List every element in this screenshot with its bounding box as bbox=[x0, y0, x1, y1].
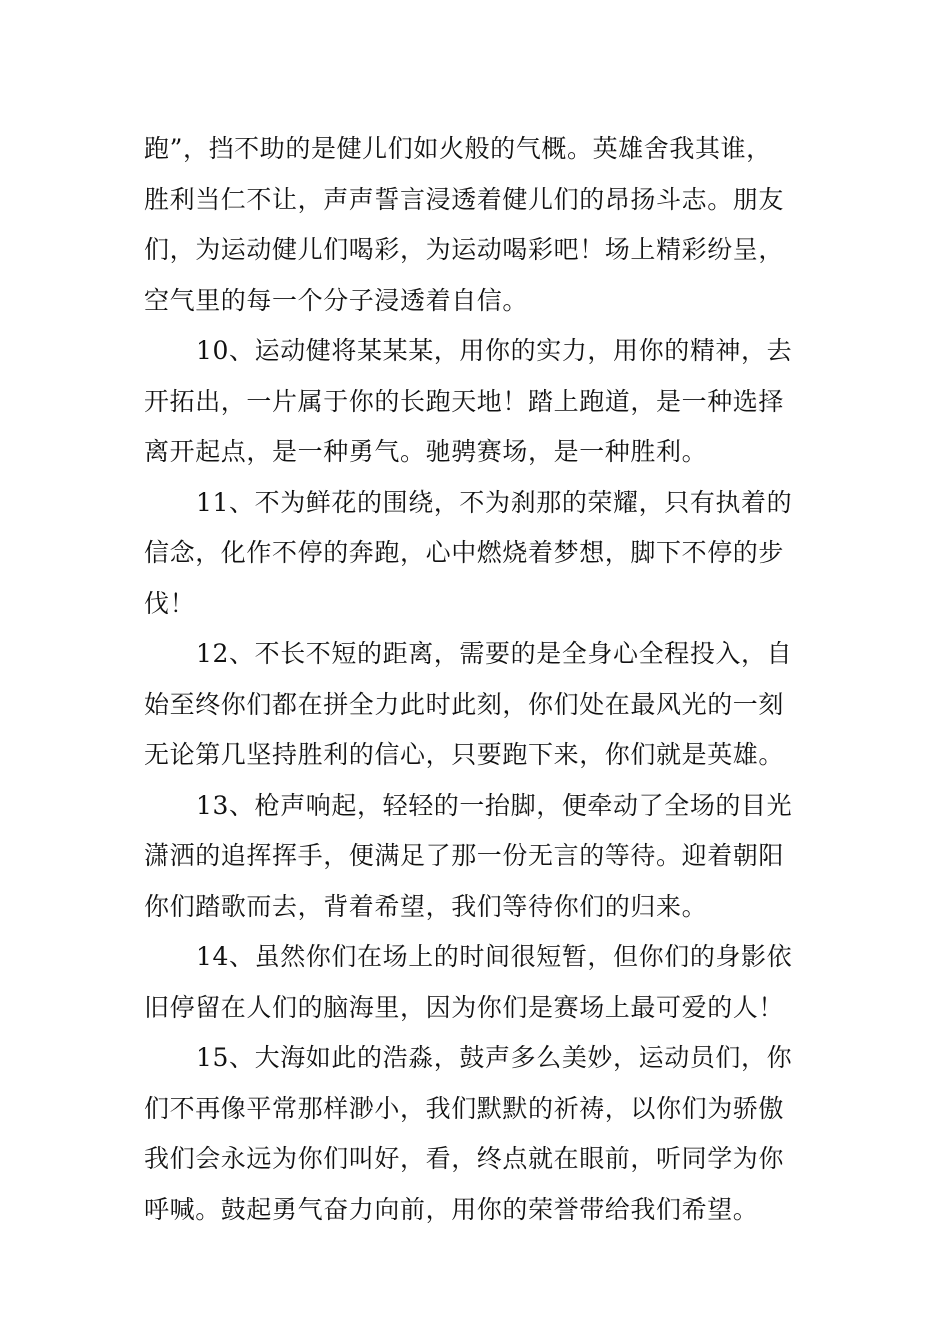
text-line: 始至终你们都在拼全力此时此刻，你们处在最风光的一刻 bbox=[144, 689, 785, 719]
text-line: 我们会永远为你们叫好，看，终点就在眼前，听同学为你 bbox=[144, 1144, 785, 1173]
paragraph-10-start: 10、运动健将某某某，用你的实力，用你的精神，去 bbox=[196, 336, 793, 365]
paragraph-14-start: 14、虽然你们在场上的时间很短暂，但你们的身影依 bbox=[196, 942, 793, 971]
text-line: 们，为运动健儿们喝彩，为运动喝彩吧！场上精彩纷呈， bbox=[144, 235, 785, 264]
text-line: 跑”，挡不助的是健儿们如火般的气概。英雄舍我其谁， bbox=[144, 134, 772, 163]
text-line: 你们踏歌而去，背着希望，我们等待你们的归来。 bbox=[144, 891, 708, 921]
text-line: 伐！ bbox=[144, 588, 196, 618]
text-line: 离开起点，是一种勇气。驰骋赛场，是一种胜利。 bbox=[144, 437, 708, 466]
paragraph-15-start: 15、大海如此的浩淼，鼓声多么美妙，运动员们，你 bbox=[196, 1043, 793, 1072]
text-line: 潇洒的追挥挥手，便满足了那一份无言的等待。迎着朝阳 bbox=[144, 841, 785, 870]
document-body bbox=[144, 124, 814, 1235]
text-line: 旧停留在人们的脑海里，因为你们是赛场上最可爱的人！ bbox=[144, 992, 785, 1022]
text-line: 信念，化作不停的奔跑，心中燃烧着梦想，脚下不停的步 bbox=[144, 538, 785, 567]
paragraph-12-start: 12、不长不短的距离，需要的是全身心全程投入，自 bbox=[196, 639, 793, 668]
text-line: 开拓出，一片属于你的长跑天地！踏上跑道，是一种选择 bbox=[144, 386, 785, 416]
text-line: 无论第几坚持胜利的信心，只要跑下来，你们就是英雄。 bbox=[144, 740, 785, 769]
text-line: 们不再像平常那样渺小，我们默默的祈祷，以你们为骄傲 bbox=[144, 1093, 785, 1123]
paragraph-13-start: 13、枪声响起，轻轻的一抬脚，便牵动了全场的目光 bbox=[196, 790, 793, 820]
text-line: 空气里的每一个分子浸透着自信。 bbox=[144, 285, 529, 315]
text-line: 呼喊。鼓起勇气奋力向前，用你的荣誉带给我们希望。 bbox=[144, 1194, 759, 1224]
paragraph-11-start: 11、不为鲜花的围绕，不为刹那的荣耀，只有执着的 bbox=[196, 487, 793, 517]
text-line: 胜利当仁不让，声声誓言浸透着健儿们的昂扬斗志。朋友 bbox=[144, 184, 785, 214]
